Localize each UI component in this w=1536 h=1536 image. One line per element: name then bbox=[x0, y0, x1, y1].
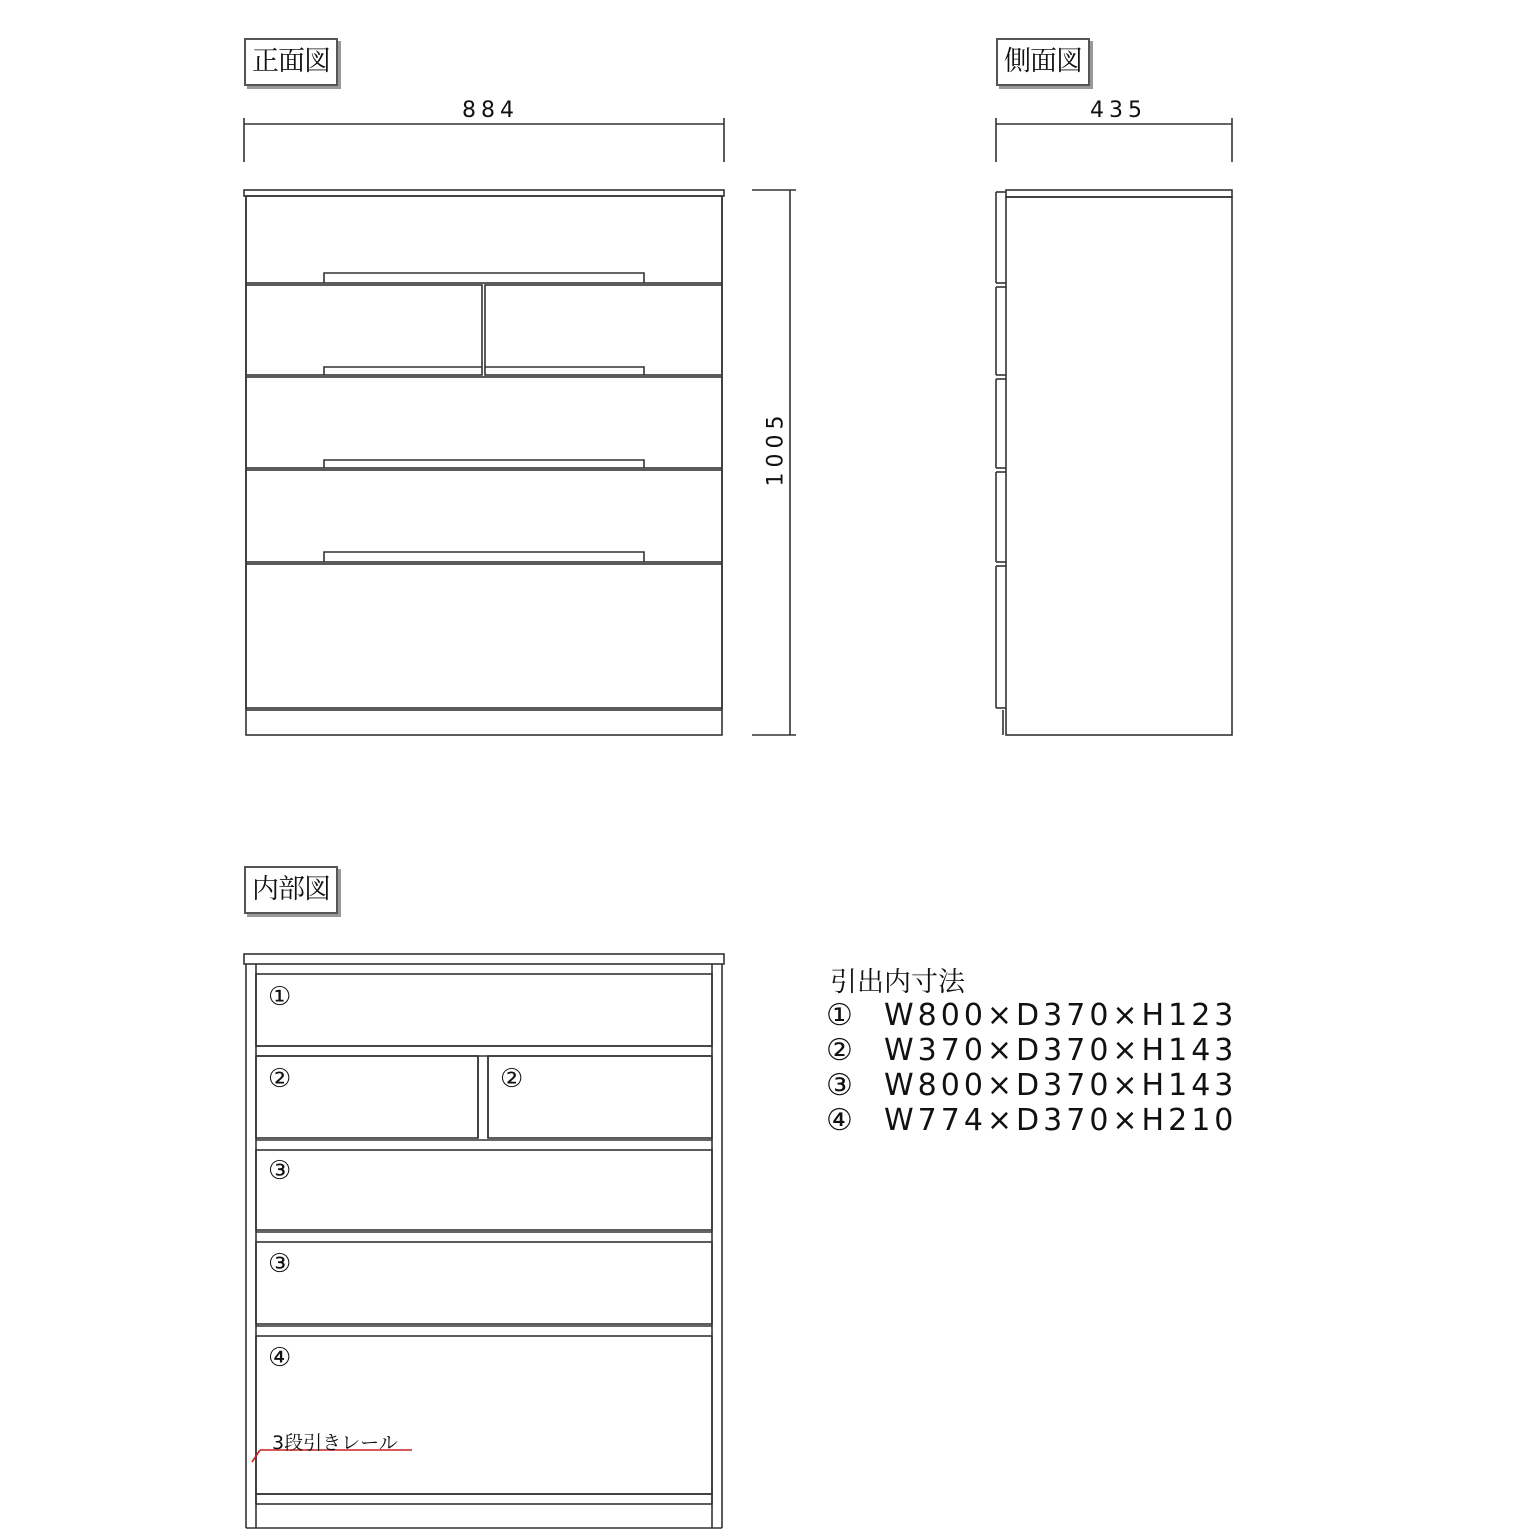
spec-row bbox=[826, 1068, 1237, 1103]
interior-slot-4 bbox=[256, 1336, 712, 1494]
front-drawer-3 bbox=[246, 377, 722, 468]
interior-slot-3a bbox=[256, 1150, 712, 1230]
drawer-dimensions-title: 引出内寸法 bbox=[830, 967, 965, 998]
spec-row bbox=[826, 1103, 1237, 1138]
front-width-dimension: 884 bbox=[462, 98, 519, 123]
spec-value: W800×D370×H123 bbox=[884, 998, 1238, 1033]
spec-number: ④ bbox=[826, 1103, 853, 1138]
slot-number-3a: ③ bbox=[268, 1156, 292, 1186]
front-drawer-5 bbox=[246, 564, 722, 708]
front-plinth bbox=[246, 710, 722, 735]
slot-number-4: ④ bbox=[268, 1343, 292, 1373]
spec-row bbox=[826, 1033, 1237, 1068]
spec-row bbox=[826, 998, 1237, 1033]
front-drawer-1 bbox=[246, 196, 722, 283]
drawer-dimensions-list bbox=[826, 998, 1237, 1138]
rail-note: 3段引きレール bbox=[272, 1432, 398, 1454]
spec-value: W800×D370×H143 bbox=[884, 1068, 1238, 1103]
front-drawer-4 bbox=[246, 470, 722, 562]
front-height-dimension: 1005 bbox=[763, 410, 789, 487]
spec-number: ③ bbox=[826, 1068, 853, 1103]
slot-number-2-left: ② bbox=[268, 1064, 292, 1094]
side-view-drawing bbox=[996, 118, 1232, 735]
spec-value: W774×D370×H210 bbox=[884, 1103, 1238, 1138]
spec-number: ① bbox=[826, 998, 853, 1033]
side-body bbox=[1006, 197, 1232, 735]
interior-view-label: 内部図 bbox=[244, 866, 338, 914]
interior-slot-3b bbox=[256, 1242, 712, 1324]
front-drawer-2-right bbox=[485, 285, 722, 375]
spec-value: W370×D370×H143 bbox=[884, 1033, 1238, 1068]
front-drawer-2-left bbox=[246, 285, 482, 375]
spec-number: ② bbox=[826, 1033, 853, 1068]
side-view-label: 側面図 bbox=[996, 38, 1090, 86]
front-view-drawing bbox=[244, 118, 796, 735]
slot-number-1: ① bbox=[268, 982, 292, 1012]
interior-slot-1 bbox=[256, 974, 712, 1046]
slot-number-3b: ③ bbox=[268, 1249, 292, 1279]
front-view-label: 正面図 bbox=[244, 38, 338, 86]
side-depth-dimension: 435 bbox=[1090, 98, 1147, 123]
slot-number-2-right: ② bbox=[500, 1064, 524, 1094]
